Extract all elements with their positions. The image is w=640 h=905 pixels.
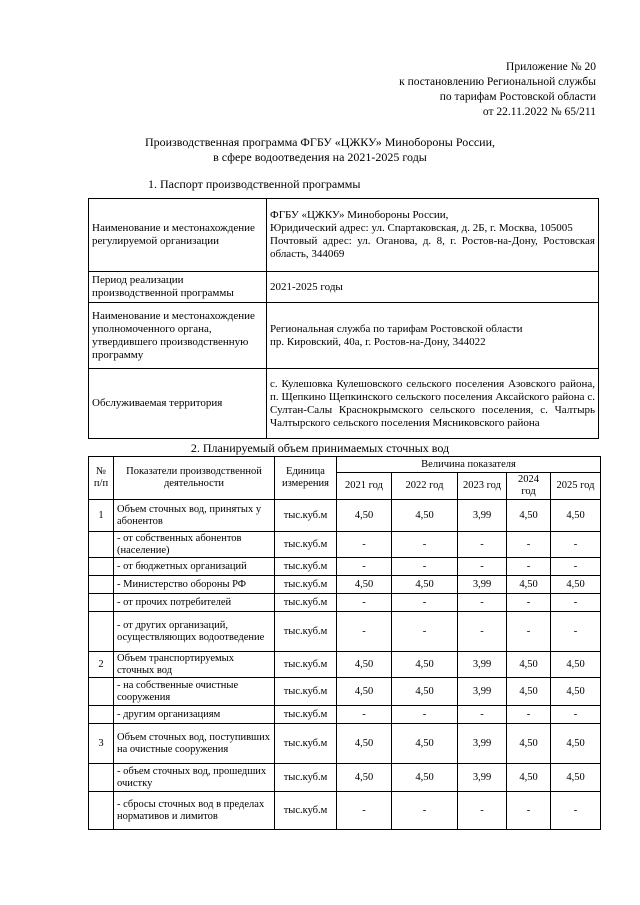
header-year: 2023 год [458,473,507,500]
passport-label: Наименование и местонахождение уполномоченного органа, утвердившего производственную программу [89,303,267,369]
value-cell: - [458,594,507,612]
passport-row [89,369,599,439]
value-cell: 4,50 [551,764,601,792]
value-cell: - [337,792,392,830]
value-cell: - [507,558,551,576]
value-cell: 4,50 [507,764,551,792]
indicator-name: Объем транспортируемых сточных вод [114,652,275,678]
passport-value-line: Юридический адрес: ул. Спартаковская, д. 2Б, г. Москва, 105005 [270,222,573,234]
passport-value-line: Почтовый адрес: ул. Оганова, д. 8, г. Ростов-на-Дону, Ростовская область, 344069 [270,235,595,260]
unit-cell: тыс.куб.м [275,576,337,594]
value-cell: - [392,792,458,830]
value-cell: 4,50 [392,724,458,764]
value-cell: 4,50 [507,500,551,532]
value-cell: - [551,594,601,612]
value-cell: - [458,612,507,652]
value-cell: - [337,706,392,724]
unit-cell: тыс.куб.м [275,724,337,764]
value-cell: - [507,706,551,724]
header-value-group: Величина показателя [337,457,601,473]
table-row [89,558,601,576]
value-cell: - [458,558,507,576]
value-cell: 4,50 [392,764,458,792]
unit-cell: тыс.куб.м [275,500,337,532]
indicator-name: - от бюджетных организаций [114,558,275,576]
header-year: 2024 год [507,473,551,500]
value-cell: - [507,792,551,830]
table-row [89,792,601,830]
unit-cell: тыс.куб.м [275,678,337,706]
unit-cell: тыс.куб.м [275,558,337,576]
value-cell: 3,99 [458,500,507,532]
value-cell: 4,50 [337,576,392,594]
value-cell: - [458,792,507,830]
table-row [89,764,601,792]
value-cell: 4,50 [551,652,601,678]
table-row [89,612,601,652]
row-number: 1 [89,500,114,532]
table-row [89,500,601,532]
indicator-name: - сбросы сточных вод в пределах нормативов и лимитов [114,792,275,830]
table-row [89,594,601,612]
header-year: 2025 год [551,473,601,500]
value-cell: 4,50 [337,724,392,764]
table-row [89,532,601,558]
passport-row [89,303,599,369]
passport-label: Наименование и местонахождение регулируемой организации [89,199,267,272]
indicator-name: - от собственных абонентов (население) [114,532,275,558]
value-cell: 3,99 [458,724,507,764]
value-cell: - [551,612,601,652]
appendix-header [399,60,596,120]
value-cell: 4,50 [392,576,458,594]
row-number [89,764,114,792]
value-cell: 4,50 [507,652,551,678]
indicator-name: - Министерство обороны РФ [114,576,275,594]
appendix-line: по тарифам Ростовской области [439,91,596,103]
row-number [89,706,114,724]
table-row [89,724,601,764]
passport-value-line: Региональная служба по тарифам Ростовской области [270,322,523,335]
value-cell: - [458,532,507,558]
indicator-name: - на собственные очистные сооружения [114,678,275,706]
value-cell: 3,99 [458,652,507,678]
appendix-line: к постановлению Региональной службы [399,76,596,88]
value-cell: - [337,612,392,652]
row-number [89,594,114,612]
passport-value-line: ФГБУ «ЦЖКУ» Минобороны России, [270,209,449,221]
value-cell: 4,50 [507,724,551,764]
title-line: Производственная программа ФГБУ «ЦЖКУ» Минобороны России, [144,135,496,149]
passport-value-line: с. Кулешовка Кулешовского сельского поселения Азовского района, п. Щепкино Щепкинского сельского поселения Аксайского района с. Султан-Салы Краснокрымского сельского поселения, с. Чалтырь Чалтырского сельского поселения Мясниковского района [270,377,595,429]
unit-cell: тыс.куб.м [275,594,337,612]
value-cell: - [507,612,551,652]
value-cell: 4,50 [507,576,551,594]
value-cell: 4,50 [337,652,392,678]
indicator-name: - от других организаций, осуществляющих водоотведение [114,612,275,652]
table-row [89,706,601,724]
passport-value [267,272,599,303]
value-cell: - [337,558,392,576]
section-2-title: 2. Планируемый объем принимаемых сточных вод [190,441,450,455]
value-cell: 4,50 [551,724,601,764]
value-cell: 4,50 [337,500,392,532]
header-indicator: Показатели производственной деятельности [114,457,275,500]
value-cell: - [392,532,458,558]
passport-value-line: 2021-2025 годы [270,280,343,293]
title-line: в сфере водоотведения на 2021-2025 годы [213,150,427,164]
passport-value [267,369,599,439]
row-number: 3 [89,724,114,764]
value-cell: - [392,594,458,612]
value-cell: 4,50 [392,652,458,678]
row-number [89,532,114,558]
value-cell: 4,50 [392,500,458,532]
row-number: 2 [89,652,114,678]
header-year: 2022 год [392,473,458,500]
value-cell: 4,50 [507,678,551,706]
unit-cell: тыс.куб.м [275,792,337,830]
row-number [89,612,114,652]
unit-cell: тыс.куб.м [275,652,337,678]
indicator-name: - другим организациям [114,706,275,724]
value-cell: - [551,792,601,830]
passport-row [89,272,599,303]
header-num: № п/п [89,457,114,500]
indicator-name: - объем сточных вод, прошедших очистку [114,764,275,792]
passport-label: Обслуживаемая территория [89,369,267,439]
header-row [89,457,601,473]
value-cell: - [392,558,458,576]
table-row [89,576,601,594]
value-cell: 4,50 [392,678,458,706]
unit-cell: тыс.куб.м [275,764,337,792]
value-cell: - [551,706,601,724]
value-cell: - [337,594,392,612]
appendix-line: Приложение № 20 [506,61,596,73]
value-cell: - [551,558,601,576]
document-title [0,135,640,165]
passport-value-line: пр. Кировский, 40а, г. Ростов-на-Дону, 344022 [270,335,486,348]
value-cell: 4,50 [337,764,392,792]
value-cell: - [507,532,551,558]
passport-label: Период реализации производственной программы [89,272,267,303]
value-cell: 4,50 [551,678,601,706]
appendix-line: от 22.11.2022 № 65/211 [482,106,596,118]
passport-row [89,199,599,272]
value-cell: 4,50 [551,500,601,532]
section-1-title: 1. Паспорт производственной программы [148,177,361,191]
value-cell: - [392,612,458,652]
value-cell: - [392,706,458,724]
passport-value [267,199,599,272]
indicator-name: Объем сточных вод, принятых у абонентов [114,500,275,532]
table-row [89,652,601,678]
table-row [89,678,601,706]
value-cell: 3,99 [458,678,507,706]
row-number [89,558,114,576]
value-cell: - [551,532,601,558]
volume-table [88,456,601,830]
value-cell: 3,99 [458,576,507,594]
unit-cell: тыс.куб.м [275,532,337,558]
indicator-name: Объем сточных вод, поступивших на очистные сооружения [114,724,275,764]
value-cell: - [507,594,551,612]
passport-table [88,198,599,439]
row-number [89,576,114,594]
value-cell: 4,50 [551,576,601,594]
header-year: 2021 год [337,473,392,500]
row-number [89,678,114,706]
unit-cell: тыс.куб.м [275,612,337,652]
value-cell: 4,50 [337,678,392,706]
indicator-name: - от прочих потребителей [114,594,275,612]
passport-value [267,303,599,369]
value-cell: - [458,706,507,724]
value-cell: - [337,532,392,558]
row-number [89,792,114,830]
header-unit: Единица измерения [275,457,337,500]
unit-cell: тыс.куб.м [275,706,337,724]
value-cell: 3,99 [458,764,507,792]
